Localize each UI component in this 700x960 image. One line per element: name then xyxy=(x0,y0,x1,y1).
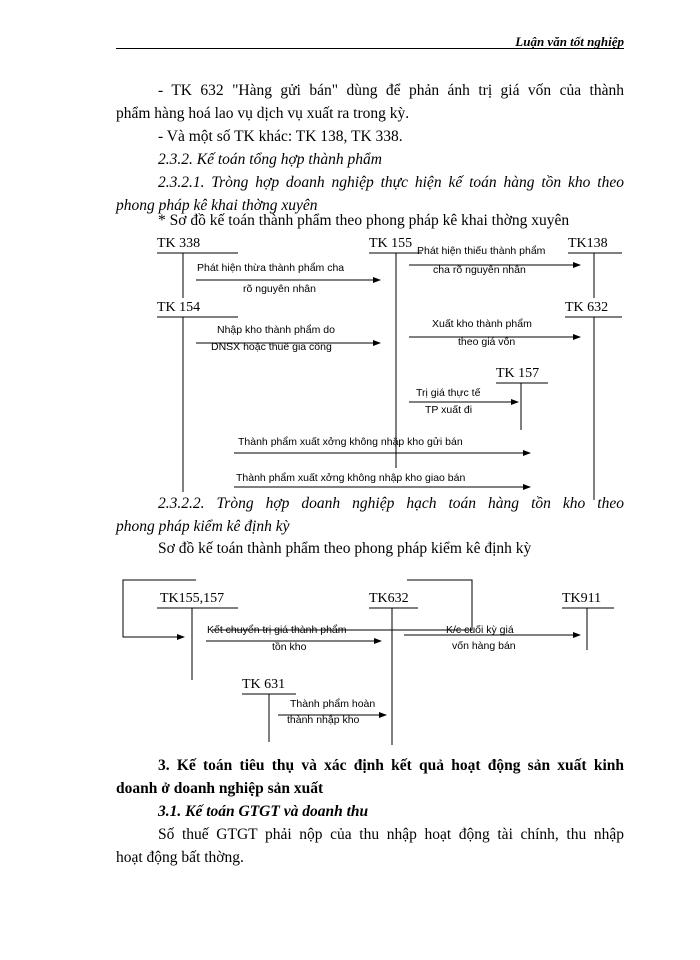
heading-2-3-2-2-line2: phong pháp kiểm kê định kỳ xyxy=(116,518,290,535)
account-tk631: TK 631 xyxy=(242,677,286,692)
label-completed-line2: thành nhập kho xyxy=(287,714,360,726)
heading-3-line2: doanh ở doanh nghiệp sản xuất xyxy=(116,780,324,797)
label-closing-line2: vốn hàng bán xyxy=(452,640,516,652)
diagram1-title: * Sơ đồ kế toán thành phẩm theo phong pháp kê khai thờng xuyên xyxy=(158,212,570,229)
diagram2-title: Sơ đồ kế toán thành phẩm theo phong pháp kiểm kê định kỳ xyxy=(158,540,532,557)
account-tk155: TK 155 xyxy=(369,236,413,251)
label-shortage-line1: Phát hiện thiếu thành phẩm xyxy=(417,245,546,257)
heading-3-1: 3.1. Kế toán GTGT và doanh thu xyxy=(158,803,369,820)
heading-2-3-2-1-line1: 2.3.2.1. Tròng hợp doanh nghiệp thực hiện kế toán hàng tồn kho theo xyxy=(158,174,624,191)
paragraph-vat-line1: Số thuế GTGT phải nộp của thu nhập hoạt động tài chính, thu nhập xyxy=(158,826,624,843)
account-tk632: TK 632 xyxy=(565,300,609,315)
label-surplus-line1: Phát hiện thừa thành phẩm cha xyxy=(197,262,345,274)
account-tk157: TK 157 xyxy=(496,366,540,381)
label-shortage-line2: cha rõ nguyên nhân xyxy=(433,264,526,276)
label-deliver: Thành phẩm xuất xởng không nhập kho giao bán xyxy=(236,472,466,484)
label-import-line2: DNSX hoặc thuê gia công xyxy=(211,341,332,353)
heading-2-3-2-2-line1: 2.3.2.2. Tròng hợp doanh nghiệp hạch toán hàng tồn kho theo xyxy=(158,495,624,512)
page-header-title: Luận văn tốt nghiệp xyxy=(515,34,624,49)
label-actual-line2: TP xuất đi xyxy=(425,404,473,416)
account-tk155-157: TK155,157 xyxy=(160,591,225,606)
label-actual-line1: Trị giá thực tế xyxy=(416,387,481,399)
label-export-line1: Xuất kho thành phẩm xyxy=(432,318,532,330)
heading-3-line1: 3. Kế toán tiêu thụ và xác định kết quả hoạt động sản xuất kinh xyxy=(158,757,624,774)
label-export-line2: theo giá vốn xyxy=(458,336,516,348)
heading-2-3-2-1-line2: phong pháp kê khai thờng xuyên xyxy=(116,197,318,214)
account-tk138: TK138 xyxy=(568,236,608,251)
account-tk154: TK 154 xyxy=(157,300,201,315)
label-consign: Thành phẩm xuất xởng không nhập kho gửi bán xyxy=(238,436,463,448)
label-transfer-line2: tồn kho xyxy=(272,641,307,653)
label-closing-line1: K/c cuối kỳ giá xyxy=(446,624,514,636)
label-surplus-line2: rõ nguyên nhân xyxy=(243,283,316,295)
account-tk911: TK911 xyxy=(562,591,602,606)
account-tk632-periodic: TK632 xyxy=(369,591,409,606)
heading-2-3-2: 2.3.2. Kế toán tổng hợp thành phẩm xyxy=(158,151,382,168)
paragraph-vat-line2: hoạt động bất thờng. xyxy=(116,849,244,866)
label-completed-line1: Thành phẩm hoàn xyxy=(290,698,376,710)
label-import-line1: Nhập kho thành phẩm do xyxy=(217,324,335,336)
account-tk338: TK 338 xyxy=(157,236,201,251)
paragraph-other-accounts: - Và một số TK khác: TK 138, TK 338. xyxy=(158,128,403,145)
label-transfer-line1: Kết chuyển trị giá thành phẩm xyxy=(207,624,347,636)
paragraph-tk632-line2: phẩm hàng hoá lao vụ dịch vụ xuất ra trong kỳ. xyxy=(116,105,410,122)
paragraph-tk632-line1: - TK 632 "Hàng gửi bán" dùng để phản ánh trị giá vốn của thành xyxy=(158,82,624,99)
